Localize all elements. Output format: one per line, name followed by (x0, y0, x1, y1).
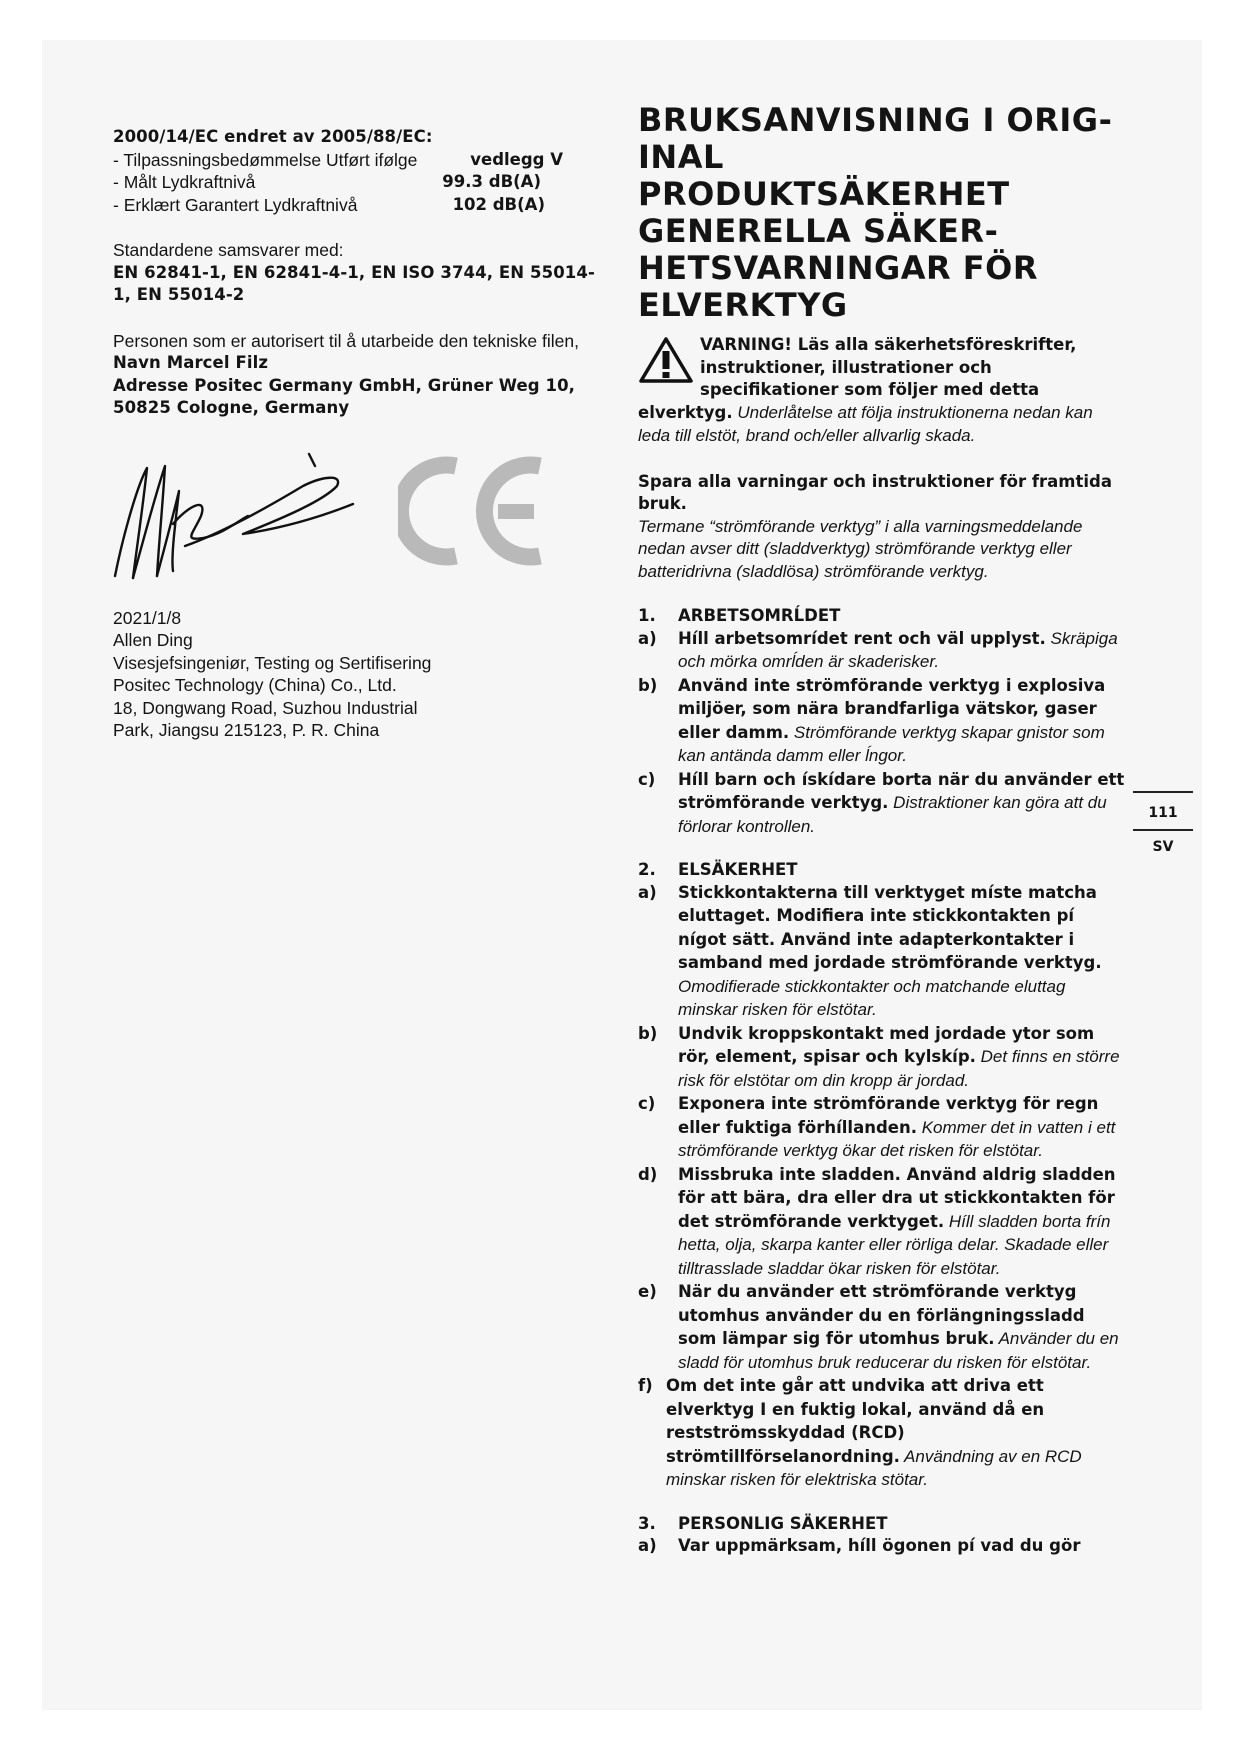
signature-area (113, 446, 603, 596)
list-item: f) Om det inte går att undvika att driva ett elverktyg I en fuktig lokal, använd då en restströmsskyddad (RCD) strömtillförselanordning. Användning av en RCD minskar risken för elektriska stötar. (638, 1376, 1082, 1489)
row-label: - Tilpassningsbedømmelse Utført ifølge (113, 149, 418, 170)
tab-divider (1133, 829, 1193, 831)
authorized-address: Adresse Positec Germany GmbH, Grüner Weg 10, 50825 Cologne, Germany (113, 375, 576, 417)
list-item: b) Använd inte strömförande verktyg i explosiva miljöer, som nära brandfarliga vätskor, gaser eller damm. Strömförande verktyg skapar gnistor som kan antända damm eller ĺngor. (638, 675, 1106, 765)
list-item: a) Stickkontakterna till verktyget míste matcha eluttaget. Modifiera inte stickkontakten pí nígot sätt. Använd inte adapterkontakter i samband med jordade strömförande verktyg. Omodifierade stickkontakter och matchande eluttag minskar risken för elstötar. (638, 882, 1102, 1019)
section-heading: 2. ELSÄKERHET (638, 860, 798, 879)
handwritten-signature (113, 446, 363, 586)
list-item: a) Híll arbetsomrídet rent och väl upplyst. Skräpiga och mörka omrĺden är skaderisker. (638, 628, 1118, 671)
list-item: c) Híll barn och ískídare borta när du använder ett strömförande verktyg. Distraktioner kan göra att du förlorar kontrollen. (638, 769, 1125, 836)
row-label: - Erklært Garantert Lydkraftnivå (113, 194, 358, 215)
save-instructions: Spara alla varningar och instruktioner för framtida bruk. (638, 471, 1112, 513)
title-line: ELVERKTYG (638, 286, 848, 324)
warning-triangle-icon (638, 336, 694, 384)
list-item: b) Undvik kroppskontakt med jordade ytor som rör, element, spisar och kylskíp. Det finns en större risk för elstötar om din kropp är jordad. (638, 1023, 1120, 1090)
signer-title: Visesjefsingeniør, Testing og Sertifisering (113, 652, 432, 673)
terms-note: Termane “strömförande verktyg” i alla varningsmeddelande nedan avser ditt (sladdverktyg) strömförande verktyg eller batteridrivna (sladdlösa) strömförande verktyg. (638, 516, 1083, 581)
declaration-row (113, 149, 603, 172)
page-title (638, 102, 1128, 324)
list-item: e) När du använder ett strömförande verktyg utomhus använder du en förlängningssladd som lämpar sig för utomhus bruk. Använder du en sladd för utomhus bruk reducerar du risken för elstötar. (638, 1282, 1119, 1372)
company-address-line: Park, Jiangsu 215123, P. R. China (113, 720, 380, 740)
ce-mark (398, 456, 548, 566)
section-heading: 1. ARBETSOMRĹDET (638, 606, 841, 625)
tab-divider (1133, 791, 1193, 793)
title-line: INAL (638, 138, 724, 176)
warning-text: elverktyg. Underlåtelse att följa instruktionerna nedan kan leda till elstöt, brand och/eller allvarlig skada. (638, 402, 1093, 445)
section-heading: 3. PERSONLIG SÄKERHET (638, 1513, 888, 1533)
declaration-column (113, 126, 603, 742)
page-tab (1133, 791, 1193, 875)
row-value: vedlegg V (470, 149, 563, 169)
title-line: HETSVARNINGAR FÖR (638, 249, 1038, 287)
list-item: d) Missbruka inte sladden. Använd aldrig sladden för att bära, dra eller dra ut stickkontakten för det strömförande verktyget. Híll sladden borta frín hetta, olja, skarpa kanter eller rörliga delar. Skadade eller tilltrasslade sladdar ökar risken för elstötar. (638, 1164, 1116, 1278)
warning-heading-line: VARNING! Läs alla säkerhetsföreskrifter, (700, 335, 1077, 354)
page-number: 111 (1148, 805, 1178, 821)
signer-name: Allen Ding (113, 630, 193, 650)
safety-column (638, 102, 1128, 1559)
authorized-intro: Personen som er autorisert til å utarbeide den tekniske filen, (113, 330, 579, 351)
declaration-row (113, 171, 603, 194)
warning-heading-line: specifikationer som följer med detta (700, 380, 1040, 399)
row-label: - Målt Lydkraftnivå (113, 172, 256, 192)
title-line: GENERELLA SÄKER- (638, 212, 999, 250)
standards-intro: Standardene samsvarer med: (113, 240, 344, 260)
standards-list: EN 62841-1, EN 62841-4-1, EN ISO 3744, EN 55014-1, EN 55014-2 (113, 262, 595, 304)
title-line: PRODUKTSÄKERHET (638, 175, 1010, 213)
authorized-name: Navn Marcel Filz (113, 353, 269, 372)
list-item: c) Exponera inte strömförande verktyg för regn eller fuktiga förhíllanden. Kommer det in vatten i ett strömförande verktyg ökar det risken för elstötar. (638, 1094, 1116, 1160)
company-address-line: 18, Dongwang Road, Suzhou Industrial (113, 697, 418, 718)
title-line: BRUKSANVISNING I ORIG- (638, 101, 1113, 139)
warning-block (638, 334, 1128, 449)
company-name: Positec Technology (China) Co., Ltd. (113, 675, 397, 695)
declaration-row (113, 194, 603, 217)
directive-heading: 2000/14/EC endret av 2005/88/EC: (113, 127, 433, 146)
warning-heading-line: instruktioner, illustrationer och (700, 357, 992, 377)
language-code: SV (1152, 839, 1174, 855)
row-value: 102 dB(A) (452, 194, 545, 214)
row-value: 99.3 dB(A) (442, 172, 541, 191)
signature-date: 2021/1/8 (113, 607, 182, 628)
list-item: a) Var uppmärksam, híll ögonen pí vad du gör (638, 1536, 1081, 1555)
